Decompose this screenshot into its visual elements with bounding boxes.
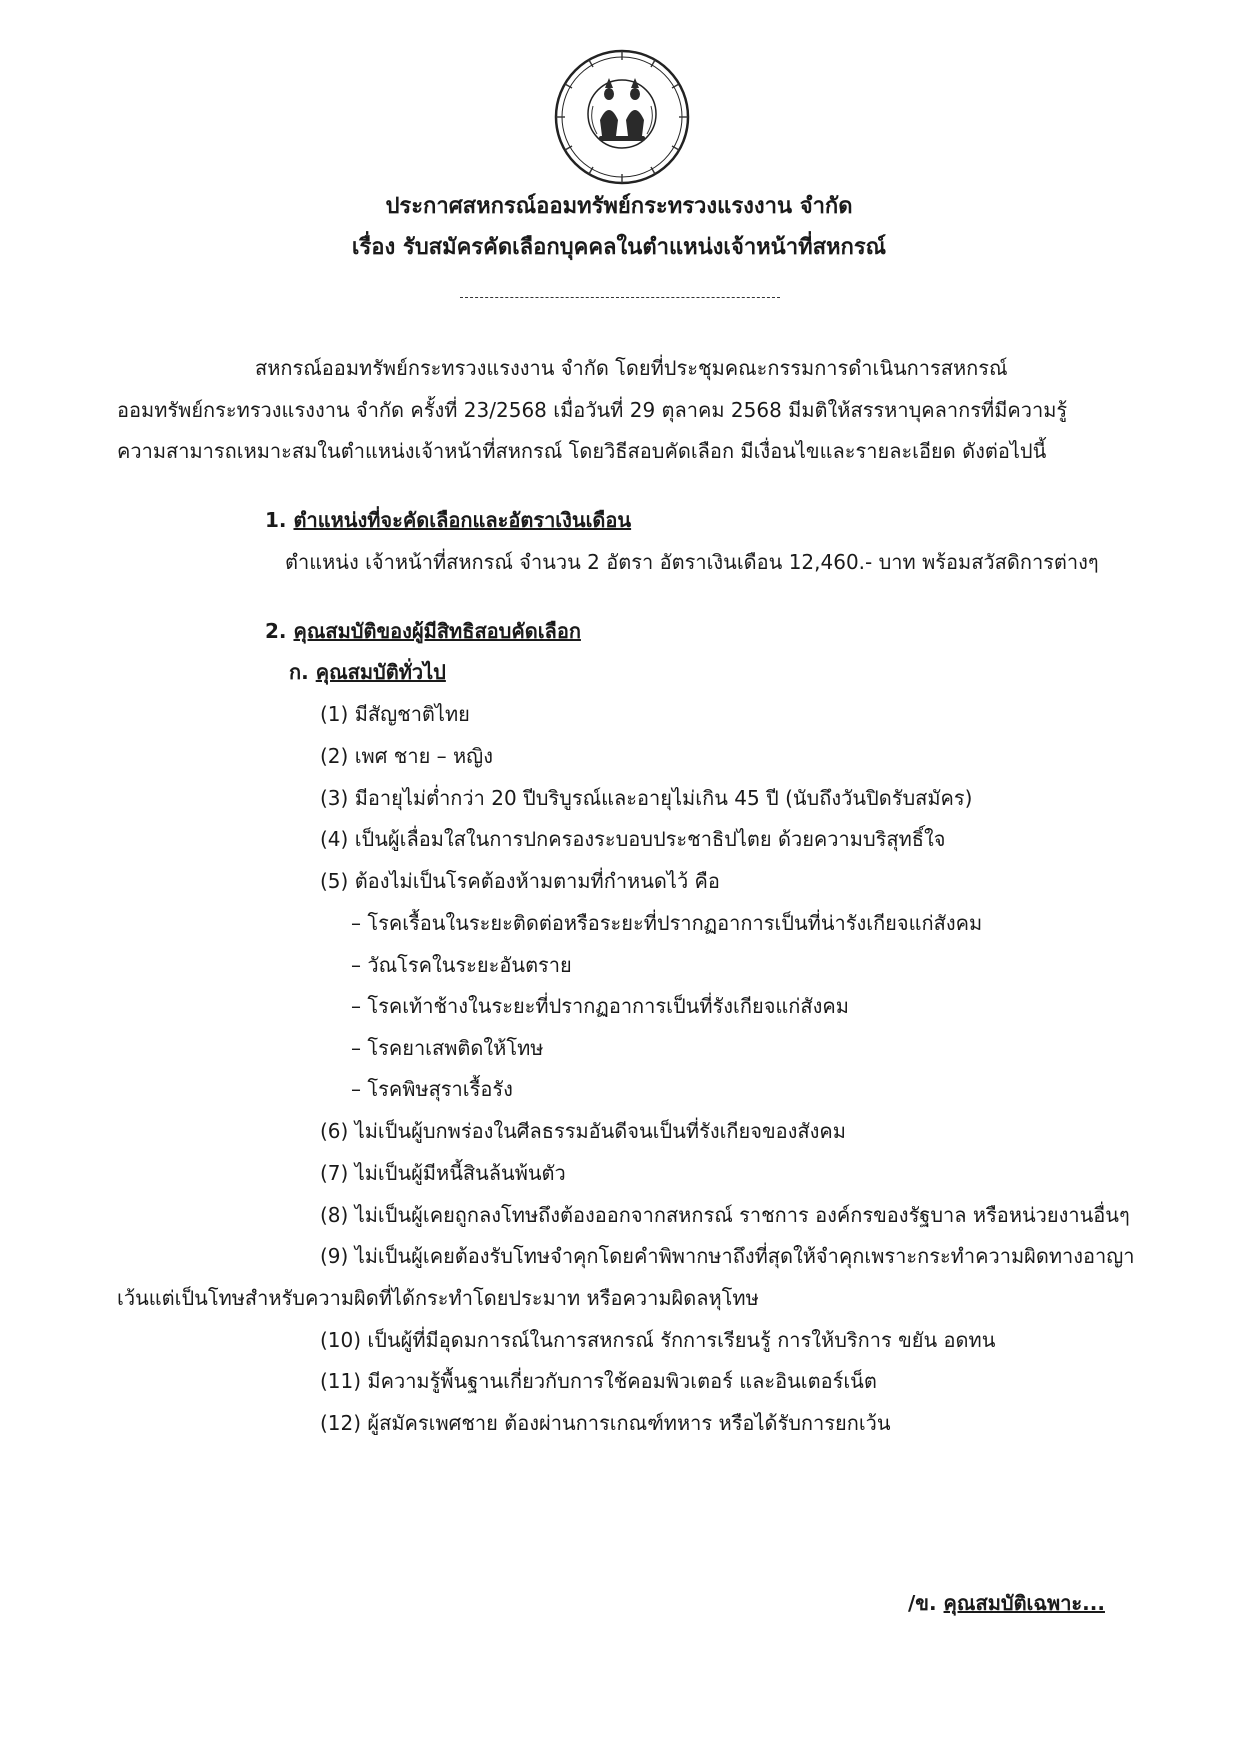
prohibited-disease-item: – วัณโรคในระยะอันตราย bbox=[351, 953, 572, 977]
qualification-item: (12) ผู้สมัครเพศชาย ต้องผ่านการเกณฑ์ทหาร หรือได้รับการยกเว้น bbox=[320, 1411, 891, 1435]
section-2-heading bbox=[265, 621, 581, 641]
subsection-a-number: ก. bbox=[289, 660, 309, 684]
prohibited-disease-item: – โรคพิษสุราเรื้อรัง bbox=[351, 1077, 513, 1101]
qualification-item: (9) ไม่เป็นผู้เคยต้องรับโทษจำคุกโดยคำพิพากษาถึงที่สุดให้จำคุกเพราะกระทำความผิดทางอาญา bbox=[320, 1244, 1135, 1268]
prohibited-disease-item: – โรคยาเสพติดให้โทษ bbox=[351, 1036, 544, 1060]
cooperative-seal-icon bbox=[553, 48, 691, 186]
qualification-item: (8) ไม่เป็นผู้เคยถูกลงโทษถึงต้องออกจากสหกรณ์ ราชการ องค์กรของรัฐบาล หรือหน่วยงานอื่นๆ bbox=[320, 1203, 1130, 1227]
section-1-body: ตำแหน่ง เจ้าหน้าที่สหกรณ์ จำนวน 2 อัตรา อัตราเงินเดือน 12,460.- บาท พร้อมสวัสดิการต่างๆ bbox=[285, 550, 1099, 574]
qualification-item-continuation: เว้นแต่เป็นโทษสำหรับความผิดที่ได้กระทำโดยประมาท หรือความผิดลหุโทษ bbox=[117, 1286, 759, 1310]
intro-line-2: ออมทรัพย์กระทรวงแรงงาน จำกัด ครั้งที่ 23/2568 เมื่อวันที่ 29 ตุลาคม 2568 มีมติให้สรรหาบุคลากรที่มีความรู้ bbox=[117, 398, 1068, 422]
qualification-item: (4) เป็นผู้เลื่อมใสในการปกครองระบอบประชาธิปไตย ด้วยความบริสุทธิ์ใจ bbox=[320, 827, 946, 851]
announcement-title: ประกาศสหกรณ์ออมทรัพย์กระทรวงแรงงาน จำกัด bbox=[385, 194, 853, 219]
intro-line-1: สหกรณ์ออมทรัพย์กระทรวงแรงงาน จำกัด โดยที่ประชุมคณะกรรมการดำเนินการสหกรณ์ bbox=[255, 356, 1008, 380]
qualification-item: (1) มีสัญชาติไทย bbox=[320, 702, 470, 726]
qualification-item: (2) เพศ ชาย – หญิง bbox=[320, 744, 493, 768]
prohibited-disease-item: – โรคเรื้อนในระยะติดต่อหรือระยะที่ปรากฏอาการเป็นที่น่ารังเกียจแก่สังคม bbox=[351, 911, 983, 935]
next-page-prefix: /ข. bbox=[908, 1591, 944, 1615]
qualification-item: (6) ไม่เป็นผู้บกพร่องในศีลธรรมอันดีจนเป็นที่รังเกียจของสังคม bbox=[320, 1119, 846, 1143]
qualification-item: (3) มีอายุไม่ต่ำกว่า 20 ปีบริบูรณ์และอายุไม่เกิน 45 ปี (นับถึงวันปิดรับสมัคร) bbox=[320, 786, 973, 810]
qualification-item: (10) เป็นผู้ที่มีอุดมการณ์ในการสหกรณ์ รักการเรียนรู้ การให้บริการ ขยัน อดทน bbox=[320, 1328, 996, 1352]
intro-line-3: ความสามารถเหมาะสมในตำแหน่งเจ้าหน้าที่สหกรณ์ โดยวิธีสอบคัดเลือก มีเงื่อนไขและรายละเอียด ดังต่อไปนี้ bbox=[117, 439, 1047, 463]
next-page-text: คุณสมบัติเฉพาะ... bbox=[943, 1591, 1105, 1615]
title-separator bbox=[460, 297, 780, 298]
announcement-subject: เรื่อง รับสมัครคัดเลือกบุคคลในตำแหน่งเจ้าหน้าที่สหกรณ์ bbox=[351, 235, 887, 260]
next-page-reference bbox=[908, 1587, 1105, 1619]
section-2-number: 2. bbox=[265, 619, 287, 643]
qualification-item: (5) ต้องไม่เป็นโรคต้องห้ามตามที่กำหนดไว้ คือ bbox=[320, 869, 720, 893]
section-1-title: ตำแหน่งที่จะคัดเลือกและอัตราเงินเดือน bbox=[293, 508, 632, 532]
subsection-a-title: คุณสมบัติทั่วไป bbox=[315, 660, 446, 684]
prohibited-disease-item: – โรคเท้าช้างในระยะที่ปรากฏอาการเป็นที่รังเกียจแก่สังคม bbox=[351, 994, 849, 1018]
section-1-heading bbox=[265, 510, 631, 530]
qualification-item: (7) ไม่เป็นผู้มีหนี้สินล้นพ้นตัว bbox=[320, 1161, 566, 1185]
section-1-number: 1. bbox=[265, 508, 287, 532]
subsection-a-heading bbox=[289, 662, 446, 682]
section-2-title: คุณสมบัติของผู้มีสิทธิสอบคัดเลือก bbox=[293, 619, 581, 643]
qualification-item: (11) มีความรู้พื้นฐานเกี่ยวกับการใช้คอมพิวเตอร์ และอินเตอร์เน็ต bbox=[320, 1369, 877, 1393]
